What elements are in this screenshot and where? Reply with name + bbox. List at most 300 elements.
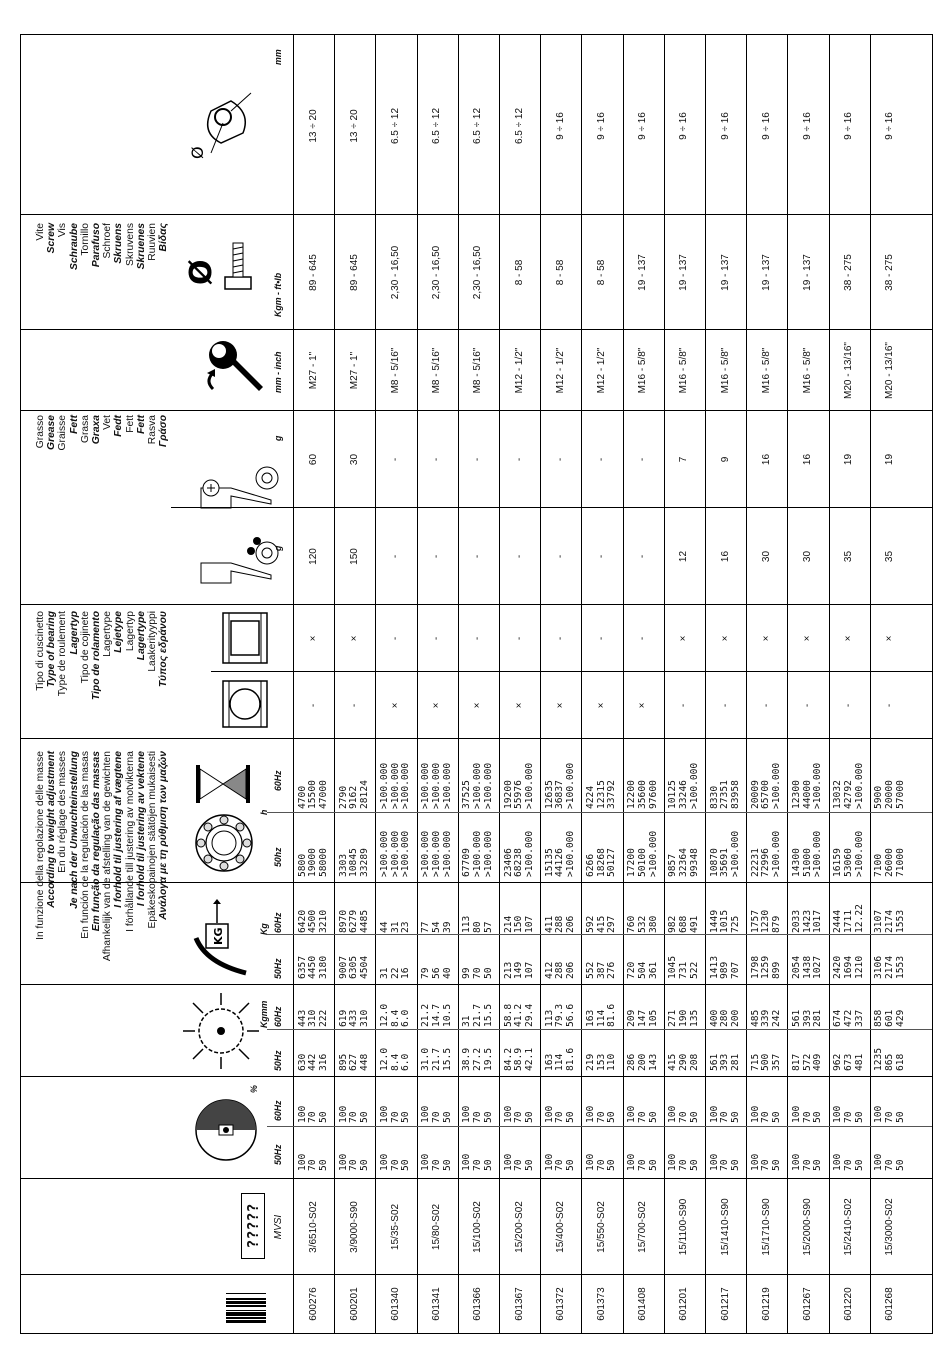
kg-50hz-cell-value: 31 — [378, 967, 390, 979]
screw-title-line: Βίδας — [158, 223, 170, 252]
screw-size-cell: M12 - 1/2" — [554, 347, 566, 394]
ball-bearing-cell: - — [760, 703, 772, 708]
pct-60hz-cell-value: 70 — [719, 1111, 731, 1123]
pct-50hz-cell — [377, 1131, 414, 1171]
screw-diameter-icon — [181, 233, 266, 303]
pct-50hz-cell-value: 70 — [678, 1159, 690, 1171]
pct-60hz-cell-value: 100 — [873, 1105, 885, 1123]
kgmm-50hz-cell-value: 618 — [894, 1053, 906, 1071]
kgmm-60hz-cell — [419, 983, 456, 1027]
weight-adjustment-title-line: Afhankelijk van de afstelling van de gewichten — [102, 751, 114, 962]
h-60hz-cell-value: >100.000 — [565, 762, 577, 809]
kg-60hz-cell-value: 12.22 — [853, 904, 865, 933]
technical-data-table — [20, 34, 933, 1334]
h-60hz-cell-value: 4224 — [584, 785, 596, 809]
kgmm-60hz-cell-value: 113 — [543, 1009, 555, 1027]
h-60hz-cell-value: 12200 — [626, 780, 638, 809]
model-cell: 15/400-S02 — [554, 1201, 566, 1253]
kgmm-60hz-cell-value: 31 — [461, 1015, 473, 1027]
kgmm-50hz-cell — [542, 1027, 579, 1071]
h-50hz-cell — [831, 811, 868, 877]
kgmm-60hz-cell-value: 79.3 — [554, 1003, 566, 1027]
h-60hz-cell-value: 55976 — [513, 780, 525, 809]
ball-bearing-cell: - — [307, 703, 319, 708]
kg-50hz-cell — [666, 933, 703, 979]
pct-60hz-cell-value: 50 — [894, 1111, 906, 1123]
pct-60hz-cell-value: 50 — [853, 1111, 865, 1123]
pct-50hz-cell — [789, 1131, 826, 1171]
pct-50hz-cell-value: 70 — [554, 1159, 566, 1171]
pct-60hz-cell-value: 50 — [317, 1111, 329, 1123]
kg-60hz-cell-value: 44 — [378, 921, 390, 933]
h-50hz-cell-value: 58000 — [317, 848, 329, 877]
h-50hz-cell-value: >100.000 — [430, 830, 442, 877]
kg-60hz-cell-value: 77 — [420, 921, 432, 933]
mm-inch-unit: mm - inch — [273, 351, 283, 393]
model-cell: 15/2000-S90 — [801, 1198, 813, 1256]
kgmm-60hz-cell-value: 429 — [894, 1009, 906, 1027]
h-50hz-cell-value: 53060 — [842, 848, 854, 877]
pct-50hz-cell-value: 50 — [606, 1159, 618, 1171]
h-50hz-cell-value: 44126 — [554, 848, 566, 877]
pct-50hz-cell-value: 100 — [708, 1153, 720, 1171]
kgmm-60hz-cell-value: 6.0 — [400, 1009, 412, 1027]
kgmm-60hz-cell — [583, 983, 620, 1027]
ball-bearing-cell: × — [637, 702, 649, 709]
product-code-cell: 601268 — [884, 1287, 896, 1321]
kg-50hz-cell-value: 4504 — [359, 955, 371, 979]
pct-60hz-cell-value: 100 — [667, 1105, 679, 1123]
ball-bearing-cell: - — [884, 703, 896, 708]
ball-bearing-cell: - — [801, 703, 813, 708]
kgmm-60hz-cell — [625, 983, 662, 1027]
ball-bearing-cell: - — [348, 703, 360, 708]
kg-unit: Kg — [259, 923, 269, 935]
roller-bearing-cell: × — [348, 635, 360, 642]
pct-60hz-cell-value: 70 — [513, 1111, 525, 1123]
grease-first-cell: - — [431, 554, 443, 559]
grease-first-cell: 120 — [307, 548, 319, 565]
kg-60hz-label: 60Hz — [273, 912, 283, 933]
kg-50hz-label: 50Hz — [273, 958, 283, 979]
product-code-cell: 601219 — [760, 1287, 772, 1321]
tool-range-cell: 13 ÷ 20 — [348, 109, 360, 143]
grease-first-cell: 12 — [678, 550, 690, 563]
grease-title-line: Grease — [46, 415, 58, 450]
kg-60hz-cell-value: 1423 — [801, 909, 813, 933]
kg-50hz-cell-value: 1259 — [760, 955, 772, 979]
h-50hz-cell-value: 99348 — [688, 848, 700, 877]
pct-50hz-cell-value: 70 — [842, 1159, 854, 1171]
grease-first-cell: 35 — [884, 550, 896, 563]
h-50hz-cell-value: 10845 — [348, 848, 360, 877]
bearing-type-title-line: Tipo de cojinete — [79, 611, 91, 684]
kg-60hz-cell-value: 760 — [626, 915, 638, 933]
h-50hz-cell-value: >100.000 — [523, 830, 535, 877]
roller-bearing-cell: - — [472, 636, 484, 641]
grease-second-cell: 16 — [801, 453, 813, 466]
kgmm-60hz-cell-value: 15.5 — [482, 1003, 494, 1027]
pct-60hz-cell-value: 100 — [337, 1105, 349, 1123]
grease-title-line: Fedt — [113, 415, 125, 437]
kg-50hz-cell-value: 522 — [688, 961, 700, 979]
bearing-type-title-line: Laakerityyppi — [147, 611, 159, 672]
product-code-cell: 600201 — [348, 1287, 360, 1321]
tool-range-cell: 9 ÷ 16 — [760, 112, 772, 140]
h-50hz-cell-value: >100.000 — [482, 830, 494, 877]
tool-range-cell: 9 ÷ 16 — [884, 112, 896, 140]
kgmm-50hz-cell-value: 208 — [688, 1053, 700, 1071]
h-50hz-cell — [666, 811, 703, 877]
kg-50hz-cell-value: 989 — [719, 961, 731, 979]
roller-bearing-cell: - — [595, 636, 607, 641]
kg-60hz-cell-value: 2444 — [832, 909, 844, 933]
h-60hz-cell-value: >100.000 — [688, 762, 700, 809]
weight-adjustment-title-line: Em função da regulação das massas — [91, 751, 103, 932]
grease-second-cell: 7 — [678, 456, 690, 463]
grease-first-cell: - — [595, 554, 607, 559]
kg-50hz-cell — [460, 933, 497, 979]
h-50hz-cell — [748, 811, 785, 877]
product-code-cell: 601201 — [678, 1287, 690, 1321]
screw-title-line: Screw — [46, 223, 58, 254]
kg-50hz-cell-value: 6305 — [348, 955, 360, 979]
tool-range-cell: 6.5 ÷ 12 — [472, 107, 484, 145]
pct-60hz-cell — [831, 1083, 868, 1123]
kg-50hz-cell-value: 1045 — [667, 955, 679, 979]
h-60hz-cell — [336, 741, 373, 809]
h-50hz-cell-value: 68238 — [513, 848, 525, 877]
grease-title-line: Fett — [68, 415, 80, 434]
kgmm-60hz-cell-value: 147 — [636, 1009, 648, 1027]
h-60hz-cell-value: >100.000 — [430, 762, 442, 809]
pct-50hz-cell-value: 70 — [389, 1159, 401, 1171]
roller-bearing-icon — [221, 611, 274, 665]
kgmm-60hz-cell-value: 337 — [853, 1009, 865, 1027]
grease-g-unit-2: g — [273, 435, 283, 441]
kgmm-50hz-cell — [789, 1027, 826, 1071]
h-50hz-cell-value: 6266 — [584, 853, 596, 877]
product-code-cell: 601408 — [637, 1287, 649, 1321]
bearing-type-title-line: Lejetype — [113, 611, 125, 653]
ball-bearing-cell: × — [472, 702, 484, 709]
kgmm-50hz-cell — [336, 1027, 373, 1071]
h-50hz-cell-value: 9857 — [667, 853, 679, 877]
h-60hz-cell-value: >100.000 — [812, 762, 824, 809]
kgmm-50hz-cell — [295, 1027, 332, 1071]
kgmm-60hz-cell-value: 222 — [317, 1009, 329, 1027]
kgmm-60hz-cell-value: 21.2 — [420, 1003, 432, 1027]
h-60hz-cell-value: >100.000 — [400, 762, 412, 809]
grease-title-line: Rasva — [147, 415, 159, 445]
torque-cell: 89 - 645 — [348, 254, 360, 291]
model-cell: 15/700-S02 — [637, 1201, 649, 1253]
kgmm-50hz-cell-value: 38.9 — [461, 1047, 473, 1071]
rotating-mass-icon — [181, 991, 266, 1071]
pct-60hz-cell-value: 100 — [708, 1105, 720, 1123]
h-50hz-cell-value: >100.000 — [853, 830, 865, 877]
kg-60hz-cell — [295, 887, 332, 933]
kg-60hz-cell-value: 3210 — [317, 909, 329, 933]
product-code-cell: 601267 — [801, 1287, 813, 1321]
h-60hz-cell-value: 20009 — [749, 780, 761, 809]
h-60hz-cell — [707, 741, 744, 809]
h-50hz-cell-value: 16159 — [832, 848, 844, 877]
grease-first-cell: - — [472, 554, 484, 559]
grease-first-cell: 35 — [843, 550, 855, 563]
h-60hz-cell — [666, 741, 703, 809]
h-60hz-cell-value: 4700 — [296, 785, 308, 809]
kg-60hz-cell — [707, 887, 744, 933]
pct-50hz-cell — [748, 1131, 785, 1171]
kg-60hz-cell-value: 214 — [502, 915, 514, 933]
weight-adjustment-title-line: Ανάλογα με τη ρύθμιση των μαζών — [158, 751, 170, 920]
kgmm-60hz-cell-value: 280 — [719, 1009, 731, 1027]
pct-50hz-cell-value: 50 — [853, 1159, 865, 1171]
h-50hz-cell-value: >100.000 — [420, 830, 432, 877]
weight-adjustment-title-line: According to weight adjustment — [46, 751, 58, 908]
pct-50hz-cell-value: 100 — [337, 1153, 349, 1171]
kg-50hz-cell-value: 56 — [430, 967, 442, 979]
kgmm-60hz-cell-value: 21.7 — [472, 1003, 484, 1027]
h-50hz-cell-value: 19000 — [307, 848, 319, 877]
wrench-icon — [201, 333, 276, 403]
model-cell: 15/100-S02 — [472, 1201, 484, 1253]
kg-50hz-cell-value: 9007 — [337, 955, 349, 979]
bearing-subdivider — [211, 671, 932, 672]
pct-60hz-cell — [666, 1083, 703, 1123]
kgmm-50hz-cell — [460, 1027, 497, 1071]
screw-title — [35, 223, 169, 323]
kgmm-60hz-label: 60Hz — [273, 1006, 283, 1027]
grease-first-cell: 30 — [801, 550, 813, 563]
kgmm-60hz-cell — [789, 983, 826, 1027]
pct-50hz-cell — [831, 1131, 868, 1171]
barcode-icon — [226, 1291, 271, 1323]
pct-50hz-cell-value: 50 — [441, 1159, 453, 1171]
kg-60hz-cell-value: 411 — [543, 915, 555, 933]
kg-60hz-cell-value: 113 — [461, 915, 473, 933]
kg-50hz-cell-value: 107 — [523, 961, 535, 979]
kgmm-60hz-cell-value: 393 — [801, 1009, 813, 1027]
h-60hz-cell — [460, 741, 497, 809]
tool-range-cell: 13 ÷ 20 — [307, 109, 319, 143]
h-50hz-cell-value: 67709 — [461, 848, 473, 877]
tool-range-cell: 9 ÷ 16 — [595, 112, 607, 140]
h-60hz-cell — [377, 741, 414, 809]
h-50hz-cell-value: >100.000 — [647, 830, 659, 877]
pct-60hz-cell-value: 100 — [543, 1105, 555, 1123]
kg-50hz-cell-value: 552 — [584, 961, 596, 979]
h-60hz-cell-value: 97600 — [647, 780, 659, 809]
kgmm-50hz-cell-value: 143 — [647, 1053, 659, 1071]
kgmm-50hz-cell-value: 895 — [337, 1053, 349, 1071]
grease-first-cell: 30 — [760, 550, 772, 563]
pct-60hz-cell-value: 100 — [832, 1105, 844, 1123]
bearing-type-title — [35, 611, 169, 723]
kg-50hz-cell-value: 213 — [502, 961, 514, 979]
kg-60hz-cell — [748, 887, 785, 933]
ball-bearing-cell: × — [595, 702, 607, 709]
kg-50hz-cell-value: 2174 — [884, 955, 896, 979]
kg-50hz-cell — [872, 933, 909, 979]
grease-second-cell: - — [389, 457, 401, 462]
kg-50hz-cell — [583, 933, 620, 979]
pct-50hz-cell — [625, 1131, 662, 1171]
weight-adjustment-title — [35, 751, 169, 1037]
roller-bearing-cell: - — [554, 636, 566, 641]
product-code-cell: 601341 — [431, 1287, 443, 1321]
weight-adjustment-title-line: Epäkeskopainojen säätöjen mukaisesti — [147, 751, 159, 929]
product-code-cell: 601340 — [389, 1287, 401, 1321]
h-50hz-cell-value: >100.000 — [812, 830, 824, 877]
kg-60hz-cell-value: 288 — [554, 915, 566, 933]
kg-50hz-cell-value: 387 — [595, 961, 607, 979]
kgmm-50hz-cell-value: 561 — [708, 1053, 720, 1071]
tool-range-cell: 9 ÷ 16 — [719, 112, 731, 140]
torque-cell: 38 - 275 — [843, 254, 855, 291]
kgmm-50hz-cell-value: 415 — [667, 1053, 679, 1071]
eccentric-weight-icon — [191, 1095, 266, 1165]
h-60hz-cell — [295, 741, 332, 809]
grease-title-line: Fett — [135, 415, 147, 434]
grease-first-cell: - — [389, 554, 401, 559]
h-60hz-cell-value: 65700 — [760, 780, 772, 809]
kg-60hz-cell — [336, 887, 373, 933]
h-60hz-cell-value: 57000 — [894, 780, 906, 809]
kgmm-60hz-cell-value: 310 — [359, 1009, 371, 1027]
torque-cell: 38 - 275 — [884, 254, 896, 291]
kgmm-60hz-cell-value: 281 — [812, 1009, 824, 1027]
torque-cell: 19 - 137 — [760, 254, 772, 291]
roller-bearing-cell: × — [307, 635, 319, 642]
h-50hz-cell-value: 17200 — [626, 848, 638, 877]
kg-60hz-cell-value: 107 — [523, 915, 535, 933]
h-60hz-label: 60Hz — [273, 770, 283, 791]
pct-50hz-cell-value: 70 — [513, 1159, 525, 1171]
kgmm-50hz-cell-value: 500 — [760, 1053, 772, 1071]
h-60hz-cell-value: 13032 — [832, 780, 844, 809]
h-50hz-cell-value: 32364 — [678, 848, 690, 877]
h-60hz-cell — [625, 741, 662, 809]
bearing-type-title-line: Lagertype — [135, 611, 147, 661]
kg-60hz-cell-value: 491 — [688, 915, 700, 933]
pct-50hz-cell-value: 100 — [749, 1153, 761, 1171]
pct-50hz-cell — [666, 1131, 703, 1171]
pct-60hz-cell — [377, 1083, 414, 1123]
model-cell: 15/35-S02 — [389, 1203, 401, 1251]
pct-50hz-cell-value: 70 — [595, 1159, 607, 1171]
kgmm-60hz-cell — [295, 983, 332, 1027]
torque-cell: 2,30 - 16,50 — [389, 245, 401, 300]
pct-60hz-cell-value: 50 — [400, 1111, 412, 1123]
kg-60hz-cell-value: 1230 — [760, 909, 772, 933]
grease-subdivider — [171, 507, 932, 508]
unknown-code-label — [241, 1193, 265, 1259]
model-cell: 15/2410-S02 — [843, 1198, 855, 1256]
kgmm-50hz-cell-value: 84.2 — [502, 1047, 514, 1071]
kgmm-50hz-cell-value: 393 — [719, 1053, 731, 1071]
pct-50hz-cell-value: 70 — [472, 1159, 484, 1171]
kgmm-50hz-cell-value: 630 — [296, 1053, 308, 1071]
pct-50hz-cell — [336, 1131, 373, 1171]
h-50hz-cell — [542, 811, 579, 877]
kg-60hz-cell-value: 532 — [636, 915, 648, 933]
h-60hz-cell-value: >100.000 — [853, 762, 865, 809]
kg-50hz-cell-value: 70 — [472, 967, 484, 979]
pct-60hz-cell-value: 70 — [678, 1111, 690, 1123]
pct-50hz-cell-value: 50 — [812, 1159, 824, 1171]
kg-50hz-cell-value: 412 — [543, 961, 555, 979]
pct-60hz-cell-value: 70 — [472, 1111, 484, 1123]
h-60hz-cell-value: 83958 — [729, 780, 741, 809]
pct-60hz-label: 60Hz — [273, 1100, 283, 1121]
pct-60hz-cell-value: 70 — [801, 1111, 813, 1123]
kgmm-60hz-cell-value: 41.2 — [513, 1003, 525, 1027]
h-50hz-cell-value: >100.000 — [565, 830, 577, 877]
pct-60hz-cell — [501, 1083, 538, 1123]
tool-range-cell: 9 ÷ 16 — [637, 112, 649, 140]
pct-60hz-cell-value: 50 — [441, 1111, 453, 1123]
kgmm-50hz-cell-value: 31.0 — [420, 1047, 432, 1071]
pct-60hz-cell-value: 100 — [296, 1105, 308, 1123]
pct-50hz-cell-value: 100 — [461, 1153, 473, 1171]
kgmm-60hz-cell — [831, 983, 868, 1027]
kg-60hz-cell-value: 1015 — [719, 909, 731, 933]
screw-title-line: Schroef — [102, 223, 114, 259]
kg-60hz-cell-value: 415 — [595, 915, 607, 933]
kg-60hz-cell-value: 2033 — [790, 909, 802, 933]
bearing-type-title-line: Lagertyp — [124, 611, 136, 652]
kgmm-50hz-cell — [748, 1027, 785, 1071]
model-cell: 15/1410-S90 — [719, 1198, 731, 1256]
pct-60hz-cell-value: 50 — [359, 1111, 371, 1123]
kg-60hz-cell — [789, 887, 826, 933]
h-50hz-cell-value: >100.000 — [472, 830, 484, 877]
tool-range-cell: 6.5 ÷ 12 — [431, 107, 443, 145]
kg-50hz-cell — [336, 933, 373, 979]
kgmm-50hz-cell — [666, 1027, 703, 1071]
pct-50hz-cell-value: 100 — [584, 1153, 596, 1171]
pct-60hz-cell-value: 70 — [842, 1111, 854, 1123]
torque-cell: 19 - 137 — [678, 254, 690, 291]
kg-60hz-cell-value: 380 — [647, 915, 659, 933]
tool-range-cell: 9 ÷ 16 — [678, 112, 690, 140]
kgmm-50hz-cell-value: 409 — [812, 1053, 824, 1071]
kgmm-60hz-cell-value: 200 — [729, 1009, 741, 1027]
pct-50hz-cell — [872, 1131, 909, 1171]
h-60hz-cell-value: 27351 — [719, 780, 731, 809]
screw-size-cell: M16 - 5/8" — [760, 347, 772, 394]
kg-50hz-cell-value: 2420 — [832, 955, 844, 979]
h-60hz-cell-value: 10125 — [667, 780, 679, 809]
ball-bearing-cell: × — [513, 702, 525, 709]
kgmm-60hz-cell — [707, 983, 744, 1027]
pct-50hz-cell-value: 50 — [317, 1159, 329, 1171]
pct-60hz-cell — [872, 1083, 909, 1123]
h-60hz-cell — [542, 741, 579, 809]
kgmm-60hz-cell-value: 114 — [595, 1009, 607, 1027]
ball-bearing-icon — [221, 679, 274, 729]
h-60hz-cell-value: >100.000 — [482, 762, 494, 809]
kg-50hz-cell-value: 4450 — [307, 955, 319, 979]
h-60hz-cell-value: 47000 — [317, 780, 329, 809]
kg-60hz-cell — [377, 887, 414, 933]
mm-unit: mm — [273, 49, 283, 65]
pct-60hz-cell-value: 100 — [626, 1105, 638, 1123]
h-50hz-cell-value: 72996 — [760, 848, 772, 877]
pct-60hz-cell-value: 100 — [584, 1105, 596, 1123]
